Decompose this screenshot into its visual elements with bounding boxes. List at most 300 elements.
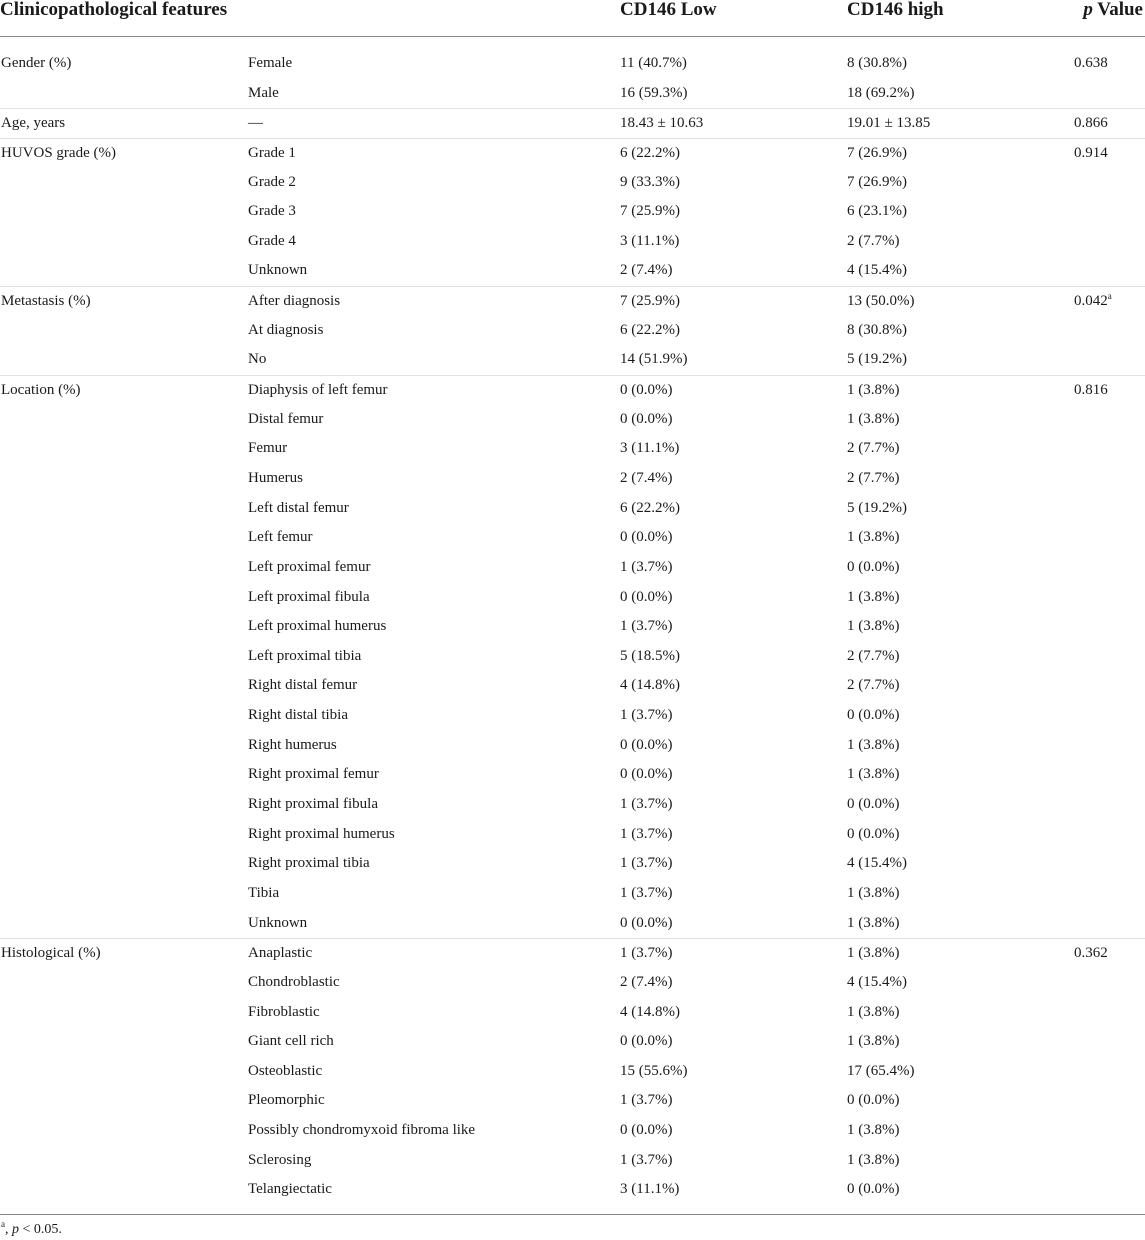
row-cd146-high-value-text: 5 (19.2%): [847, 351, 907, 368]
row-category-text: Chondroblastic: [248, 973, 340, 990]
row-cd146-low-value-text: 1 (3.7%): [620, 945, 673, 962]
header-cd146-low: CD146 Low: [620, 0, 717, 20]
row-p-value: [1074, 139, 1108, 169]
row-category-text: Pleomorphic: [248, 1092, 325, 1109]
row-cd146-low-value-text: 1 (3.7%): [620, 855, 673, 872]
row-category: [248, 583, 370, 613]
row-cd146-high-value-text: 1 (3.8%): [847, 1003, 900, 1020]
row-cd146-low-value: [620, 553, 673, 583]
row-cd146-low-value: [620, 405, 673, 435]
row-category: [248, 523, 313, 553]
row-category-text: Left proximal femur: [248, 558, 371, 575]
row-cd146-high-value-text: 1 (3.8%): [847, 410, 900, 427]
row-cd146-high-value-text: 6 (23.1%): [847, 203, 907, 220]
row-cd146-high-value-text: 18 (69.2%): [847, 84, 915, 101]
table-row: [0, 998, 1145, 1028]
row-p-value: [1074, 287, 1112, 317]
row-cd146-low-value: [620, 968, 673, 998]
row-category-text: Left proximal tibia: [248, 647, 362, 664]
row-category: [248, 345, 266, 375]
row-cd146-low-value-text: 0 (0.0%): [620, 766, 673, 783]
row-category: [248, 849, 370, 879]
row-category: [248, 879, 279, 909]
row-category-text: Tibia: [248, 884, 280, 901]
row-cd146-high-value: [847, 1057, 915, 1087]
row-cd146-low-value-text: 7 (25.9%): [620, 203, 680, 220]
row-cd146-low-value: [620, 1086, 673, 1116]
table-row: [0, 523, 1145, 553]
row-cd146-low-value: [620, 376, 673, 406]
row-category: [248, 316, 323, 346]
table-row: [0, 790, 1145, 820]
table-row: [0, 1175, 1145, 1205]
table-row: [0, 820, 1145, 850]
row-category: [248, 464, 303, 494]
row-cd146-low-value: [620, 731, 673, 761]
row-cd146-high-value-text: 4 (15.4%): [847, 262, 907, 279]
row-cd146-low-value: [620, 760, 673, 790]
row-category: [248, 1027, 334, 1057]
row-category: [248, 434, 287, 464]
row-p-value-text: 0.638: [1074, 55, 1108, 71]
row-cd146-low-value-text: 1 (3.7%): [620, 558, 673, 575]
row-category-text: Femur: [248, 440, 288, 457]
row-cd146-low-value-text: 1 (3.7%): [620, 618, 673, 635]
header-p-value: [1083, 0, 1143, 20]
row-category-text: Sclerosing: [248, 1151, 312, 1168]
row-cd146-low-value: [620, 345, 688, 375]
row-category: [248, 998, 320, 1028]
row-group-label: [1, 49, 71, 79]
table-row: [0, 642, 1145, 672]
row-category: [248, 494, 349, 524]
bottom-rule: [0, 1214, 1145, 1215]
row-cd146-low-value: [620, 494, 680, 524]
table-row: [0, 168, 1145, 198]
row-cd146-high-value-text: 1 (3.8%): [847, 884, 900, 901]
row-category-text: —: [248, 115, 263, 132]
table-row: [0, 938, 1145, 968]
row-category-text: Right humerus: [248, 736, 337, 753]
footnote-condition: < 0.05.: [19, 1222, 62, 1237]
row-cd146-low-value-text: 18.43 ± 10.63: [620, 115, 704, 132]
table-row: [0, 1027, 1145, 1057]
row-group-label-text: Gender (%): [1, 55, 72, 71]
row-cd146-high-value: [847, 879, 900, 909]
row-category-text: Left femur: [248, 529, 313, 546]
header-rule: [0, 36, 1145, 37]
row-cd146-low-value-text: 3 (11.1%): [620, 1181, 680, 1198]
row-category: [248, 701, 348, 731]
row-cd146-low-value: [620, 464, 673, 494]
row-cd146-low-value-text: 9 (33.3%): [620, 173, 680, 190]
row-group-label: [1, 109, 65, 139]
row-cd146-high-value-text: 8 (30.8%): [847, 55, 907, 71]
table-row: [0, 316, 1145, 346]
header-p-symbol: p: [1083, 0, 1093, 20]
row-category: [248, 642, 361, 672]
row-cd146-high-value-text: 13 (50.0%): [847, 293, 915, 310]
row-cd146-high-value: [847, 939, 900, 969]
row-cd146-high-value: [847, 1146, 900, 1176]
row-cd146-high-value: [847, 109, 930, 139]
row-category-text: Telangiectatic: [248, 1181, 332, 1198]
row-cd146-low-value: [620, 256, 673, 286]
table-row: [0, 345, 1145, 375]
row-cd146-low-value: [620, 197, 680, 227]
table-row: [0, 197, 1145, 227]
row-cd146-high-value-text: 2 (7.7%): [847, 440, 900, 457]
row-cd146-high-value-text: 1 (3.8%): [847, 1122, 900, 1139]
row-category: [248, 405, 323, 435]
row-cd146-low-value-text: 16 (59.3%): [620, 84, 688, 101]
row-group-label-text: HUVOS grade (%): [1, 144, 116, 161]
row-cd146-high-value-text: 2 (7.7%): [847, 677, 900, 694]
row-cd146-low-value-text: 15 (55.6%): [620, 1062, 688, 1079]
row-cd146-high-value-text: 1 (3.8%): [847, 529, 900, 546]
row-cd146-high-value: [847, 316, 907, 346]
row-cd146-high-value-text: 0 (0.0%): [847, 558, 900, 575]
table-row: [0, 49, 1145, 79]
row-cd146-low-value: [620, 642, 680, 672]
row-p-value-text: 0.914: [1074, 144, 1108, 161]
row-cd146-low-value-text: 1 (3.7%): [620, 707, 673, 724]
table-row: [0, 256, 1145, 286]
row-cd146-high-value: [847, 494, 907, 524]
row-category: [248, 968, 340, 998]
row-category: [248, 790, 378, 820]
row-p-value-text: 0.362: [1074, 945, 1108, 962]
row-category: [248, 909, 307, 939]
row-cd146-low-value-text: 0 (0.0%): [620, 529, 673, 546]
row-cd146-high-value-text: 19.01 ± 13.85: [847, 115, 931, 132]
row-category-text: Unknown: [248, 914, 308, 931]
row-cd146-high-value: [847, 1027, 900, 1057]
row-cd146-high-value: [847, 376, 900, 406]
row-cd146-low-value-text: 4 (14.8%): [620, 1003, 680, 1020]
row-p-value: [1074, 939, 1108, 969]
row-group-label: [1, 376, 81, 406]
header-value-word: Value: [1092, 0, 1143, 20]
row-cd146-high-value-text: 1 (3.8%): [847, 1033, 900, 1050]
row-category: [248, 1175, 332, 1205]
row-p-value: [1074, 109, 1108, 139]
row-cd146-low-value-text: 1 (3.7%): [620, 1151, 673, 1168]
table-header: [0, 0, 1145, 36]
row-cd146-high-value-text: 8 (30.8%): [847, 321, 907, 338]
header-cd146-high: CD146 high: [847, 0, 944, 20]
row-category-text: Humerus: [248, 469, 303, 486]
table-row: [0, 1086, 1145, 1116]
row-cd146-high-value: [847, 139, 907, 169]
row-p-value: [1074, 49, 1108, 79]
table-row: [0, 1146, 1145, 1176]
table-row: [0, 553, 1145, 583]
row-cd146-high-value: [847, 49, 907, 79]
row-cd146-low-value: [620, 316, 680, 346]
row-cd146-high-value-text: 7 (26.9%): [847, 144, 907, 161]
row-cd146-low-value-text: 2 (7.4%): [620, 973, 673, 990]
row-cd146-low-value: [620, 1027, 673, 1057]
row-cd146-high-value-text: 4 (15.4%): [847, 855, 907, 872]
row-cd146-high-value-text: 2 (7.7%): [847, 647, 900, 664]
table-row: [0, 286, 1145, 316]
row-cd146-high-value-text: 0 (0.0%): [847, 707, 900, 724]
row-cd146-low-value: [620, 287, 680, 317]
footnote-mark: a: [1, 1219, 5, 1229]
row-group-label: [1, 139, 116, 169]
row-cd146-high-value-text: 7 (26.9%): [847, 173, 907, 190]
row-category-text: Anaplastic: [248, 945, 313, 962]
row-cd146-high-value: [847, 612, 900, 642]
row-cd146-high-value: [847, 553, 900, 583]
table-row: [0, 227, 1145, 257]
row-cd146-high-value-text: 0 (0.0%): [847, 1181, 900, 1198]
row-cd146-low-value: [620, 701, 673, 731]
row-cd146-low-value: [620, 1057, 688, 1087]
row-p-value-text: 0.816: [1074, 382, 1108, 399]
row-cd146-low-value-text: 1 (3.7%): [620, 1092, 673, 1109]
table-row: [0, 494, 1145, 524]
row-cd146-high-value-text: 1 (3.8%): [847, 588, 900, 605]
row-cd146-high-value: [847, 345, 907, 375]
row-cd146-low-value-text: 0 (0.0%): [620, 1122, 673, 1139]
table-footnote: [1, 1219, 62, 1238]
row-cd146-low-value: [620, 434, 679, 464]
row-group-label: [1, 287, 91, 317]
row-category: [248, 1116, 475, 1146]
row-category: [248, 612, 386, 642]
row-category: [248, 731, 337, 761]
row-cd146-high-value-text: 5 (19.2%): [847, 499, 907, 516]
row-cd146-high-value: [847, 1086, 900, 1116]
row-cd146-high-value: [847, 760, 900, 790]
row-category: [248, 553, 370, 583]
row-cd146-high-value: [847, 583, 900, 613]
row-category: [248, 820, 395, 850]
row-cd146-low-value-text: 3 (11.1%): [620, 440, 680, 457]
table-row: [0, 671, 1145, 701]
table-row: [0, 375, 1145, 405]
row-cd146-low-value-text: 6 (22.2%): [620, 144, 680, 161]
row-category-text: Left proximal fibula: [248, 588, 370, 605]
row-cd146-low-value-text: 2 (7.4%): [620, 469, 673, 486]
row-category: [248, 671, 357, 701]
row-cd146-high-value-text: 1 (3.8%): [847, 914, 900, 931]
row-category-text: No: [248, 351, 267, 368]
row-category-text: Female: [248, 55, 293, 71]
row-category-text: Grade 1: [248, 144, 296, 161]
row-category: [248, 376, 388, 406]
row-category: [248, 197, 296, 227]
row-cd146-low-value-text: 0 (0.0%): [620, 914, 673, 931]
table-body: [0, 49, 1145, 1205]
row-category-text: Right proximal fibula: [248, 796, 378, 813]
row-cd146-low-value: [620, 849, 673, 879]
row-cd146-high-value-text: 17 (65.4%): [847, 1062, 915, 1079]
row-cd146-low-value-text: 3 (11.1%): [620, 232, 680, 249]
row-category-text: Giant cell rich: [248, 1033, 334, 1050]
row-cd146-low-value-text: 0 (0.0%): [620, 736, 673, 753]
row-cd146-low-value: [620, 79, 688, 109]
row-cd146-low-value: [620, 49, 687, 79]
row-category: [248, 227, 296, 257]
row-category-text: Left proximal humerus: [248, 618, 387, 635]
table-row: [0, 849, 1145, 879]
row-p-value-text: 0.866: [1074, 115, 1108, 132]
row-group-label-text: Histological (%): [1, 945, 101, 962]
table-row: [0, 138, 1145, 168]
row-cd146-low-value-text: 0 (0.0%): [620, 410, 673, 427]
table-row: [0, 612, 1145, 642]
row-category: [248, 49, 292, 79]
row-cd146-low-value: [620, 820, 673, 850]
row-category: [248, 139, 296, 169]
row-cd146-high-value: [847, 731, 900, 761]
row-category-text: Distal femur: [248, 410, 324, 427]
row-cd146-high-value-text: 2 (7.7%): [847, 232, 900, 249]
row-cd146-high-value: [847, 523, 900, 553]
row-cd146-low-value-text: 6 (22.2%): [620, 499, 680, 516]
row-cd146-high-value: [847, 287, 915, 317]
row-category: [248, 256, 307, 286]
footnote-separator: ,: [5, 1222, 12, 1237]
row-cd146-high-value-text: 0 (0.0%): [847, 796, 900, 813]
row-cd146-low-value: [620, 909, 673, 939]
row-cd146-low-value-text: 0 (0.0%): [620, 588, 673, 605]
row-cd146-low-value: [620, 168, 680, 198]
row-cd146-high-value: [847, 701, 900, 731]
row-cd146-high-value-text: 1 (3.8%): [847, 618, 900, 635]
table-row: [0, 879, 1145, 909]
row-cd146-high-value-text: 0 (0.0%): [847, 1092, 900, 1109]
table-row: [0, 583, 1145, 613]
table-row: [0, 760, 1145, 790]
table-row: [0, 405, 1145, 435]
row-cd146-low-value: [620, 523, 673, 553]
row-category-text: Right proximal tibia: [248, 855, 370, 872]
row-cd146-low-value-text: 2 (7.4%): [620, 262, 673, 279]
row-cd146-high-value-text: 1 (3.8%): [847, 945, 900, 962]
row-category-text: Right distal femur: [248, 677, 358, 694]
row-category-text: Grade 2: [248, 173, 296, 190]
row-cd146-low-value-text: 6 (22.2%): [620, 321, 680, 338]
row-cd146-low-value-text: 1 (3.7%): [620, 825, 673, 842]
row-category: [248, 760, 379, 790]
row-category-text: Right proximal femur: [248, 766, 379, 783]
row-category-text: After diagnosis: [248, 293, 341, 310]
row-cd146-high-value-text: 0 (0.0%): [847, 825, 900, 842]
table-row: [0, 79, 1145, 109]
row-cd146-low-value: [620, 139, 680, 169]
row-cd146-low-value-text: 0 (0.0%): [620, 1033, 673, 1050]
row-cd146-high-value: [847, 79, 915, 109]
row-p-value-text: 0.042: [1074, 293, 1108, 310]
row-cd146-high-value: [847, 820, 900, 850]
row-cd146-low-value: [620, 939, 673, 969]
row-category-text: Male: [248, 84, 279, 101]
footnote-p-symbol: p: [12, 1222, 19, 1237]
table-row: [0, 108, 1145, 138]
row-category: [248, 1057, 322, 1087]
row-category-text: Right proximal humerus: [248, 825, 395, 842]
row-cd146-high-value: [847, 1116, 900, 1146]
row-cd146-low-value: [620, 109, 703, 139]
row-cd146-low-value-text: 0 (0.0%): [620, 382, 673, 399]
table-row: [0, 909, 1145, 939]
row-cd146-high-value-text: 4 (15.4%): [847, 973, 907, 990]
row-cd146-high-value: [847, 197, 907, 227]
table-row: [0, 731, 1145, 761]
row-cd146-high-value: [847, 790, 900, 820]
row-cd146-high-value: [847, 227, 900, 257]
row-cd146-low-value: [620, 227, 679, 257]
row-cd146-low-value: [620, 879, 673, 909]
row-cd146-low-value-text: 14 (51.9%): [620, 351, 688, 368]
row-cd146-low-value-text: 11 (40.7%): [620, 55, 687, 71]
row-category-text: Unknown: [248, 262, 308, 279]
row-category: [248, 1146, 311, 1176]
row-cd146-low-value: [620, 790, 673, 820]
table-row: [0, 464, 1145, 494]
row-category-text: At diagnosis: [248, 321, 324, 338]
row-cd146-high-value: [847, 849, 907, 879]
row-cd146-high-value-text: 1 (3.8%): [847, 1151, 900, 1168]
row-cd146-high-value-text: 2 (7.7%): [847, 469, 900, 486]
row-cd146-high-value: [847, 405, 900, 435]
row-category: [248, 79, 279, 109]
significance-mark: a: [1107, 291, 1112, 302]
row-category: [248, 109, 263, 139]
row-group-label-text: Age, years: [1, 115, 66, 132]
row-cd146-high-value: [847, 464, 900, 494]
row-category-text: Grade 3: [248, 203, 296, 220]
row-group-label-text: Metastasis (%): [1, 293, 91, 310]
row-cd146-high-value: [847, 642, 900, 672]
row-cd146-high-value: [847, 434, 900, 464]
row-category: [248, 168, 296, 198]
row-cd146-low-value: [620, 671, 680, 701]
row-cd146-low-value-text: 5 (18.5%): [620, 647, 680, 664]
table-row: [0, 968, 1145, 998]
row-cd146-low-value: [620, 1116, 673, 1146]
row-group-label-text: Location (%): [1, 382, 81, 399]
row-category-text: Possibly chondromyxoid fibroma like: [248, 1122, 476, 1139]
row-category: [248, 287, 340, 317]
table-row: [0, 701, 1145, 731]
row-category-text: Left distal femur: [248, 499, 349, 516]
row-cd146-low-value: [620, 998, 680, 1028]
row-cd146-high-value: [847, 909, 900, 939]
row-cd146-high-value: [847, 968, 907, 998]
row-category-text: Right distal tibia: [248, 707, 348, 724]
row-category-text: Osteoblastic: [248, 1062, 323, 1079]
row-cd146-high-value-text: 1 (3.8%): [847, 766, 900, 783]
row-category-text: Fibroblastic: [248, 1003, 320, 1020]
row-category-text: Diaphysis of left femur: [248, 382, 388, 399]
row-cd146-high-value: [847, 256, 907, 286]
row-cd146-low-value: [620, 1175, 679, 1205]
row-cd146-low-value-text: 4 (14.8%): [620, 677, 680, 694]
row-cd146-low-value-text: 1 (3.7%): [620, 796, 673, 813]
row-p-value: [1074, 376, 1108, 406]
row-category: [248, 939, 312, 969]
row-cd146-low-value-text: 7 (25.9%): [620, 293, 680, 310]
row-cd146-high-value: [847, 998, 900, 1028]
row-cd146-high-value-text: 1 (3.8%): [847, 382, 900, 399]
row-category: [248, 1086, 325, 1116]
header-clinicopathological-features: Clinicopathological features: [0, 0, 228, 20]
